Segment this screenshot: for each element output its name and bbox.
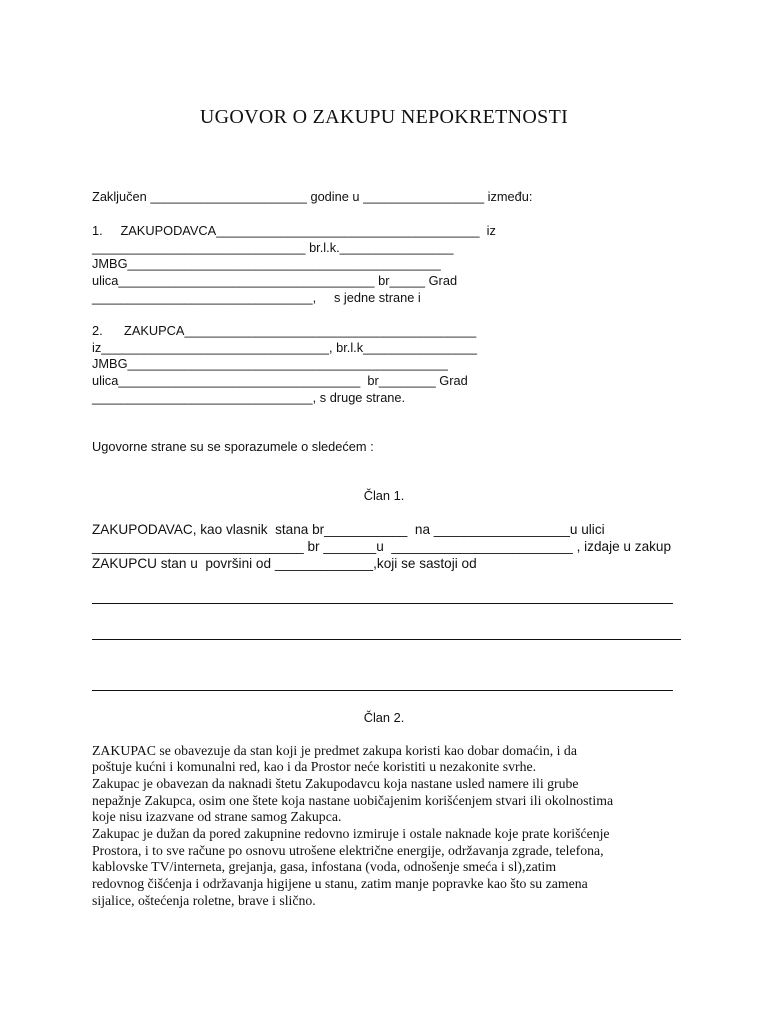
landlord-street-line: ulica____________________________________ br_____ Grad bbox=[92, 273, 458, 288]
article-2-line: Zakupac je obavezan da naknadi štetu Zakupodavcu koja nastane usled namere ili grube bbox=[92, 776, 579, 791]
article-2-line: sijalice, oštećenja roletne, brave i slično. bbox=[92, 893, 316, 908]
article-2-line: ZAKUPAC se obavezuje da stan koji je predmet zakupa koristi kao dobar domaćin, i da bbox=[92, 743, 577, 758]
tenant-street-line: ulica__________________________________ br________ Grad bbox=[92, 373, 468, 388]
article-2-line: Zakupac je dužan da pored zakupnine redovno izmiruje i ostale naknade koje prate korišćenje bbox=[92, 826, 610, 841]
article-2-line: Prostora, i to sve račune po osnovu utrošene električne energije, održavanja zgrade, telefona, bbox=[92, 843, 604, 858]
tenant-jmbg-line: JMBG_____________________________________________ bbox=[92, 356, 448, 371]
blank-line-3 bbox=[92, 690, 673, 691]
article-2-line: redovnog čišćenja i održavanja higijene u stanu, zatim manje popravke kao što su zamena bbox=[92, 876, 588, 891]
landlord-id-line: ______________________________ br.l.k.________________ bbox=[92, 240, 454, 255]
tenant-name-line: 2. ZAKUPCA_________________________________________ bbox=[92, 323, 477, 338]
landlord-city-line: _______________________________, s jedne strane i bbox=[92, 290, 421, 305]
article-1-line-2: ____________________________ br _______u ________________________ , izdaje u zakup bbox=[92, 539, 672, 554]
tenant-city-line: _______________________________, s druge strane. bbox=[92, 390, 406, 405]
blank-line-2 bbox=[92, 639, 681, 640]
contract-date-place-line: Zaključen ______________________ godine u _________________ između: bbox=[92, 189, 533, 204]
document-title: UGOVOR O ZAKUPU NEPOKRETNOSTI bbox=[199, 106, 569, 128]
tenant-id-line: iz________________________________, br.l.k________________ bbox=[92, 340, 477, 355]
blank-line-1 bbox=[92, 603, 673, 604]
article-2-heading: Član 2. bbox=[363, 710, 405, 725]
article-1-line-1: ZAKUPODAVAC, kao vlasnik stana br___________ na __________________u ulici bbox=[92, 522, 605, 537]
article-2-line: kablovske TV/interneta, grejanja, gasa, infostana (voda, odnošenje smeća i sl),zatim bbox=[92, 859, 557, 874]
article-2-line: nepažnje Zakupca, osim one štete koja nastane uobičajenim korišćenjem stvari ili okolnostima bbox=[92, 793, 614, 808]
landlord-jmbg-line: JMBG____________________________________________ bbox=[92, 256, 441, 271]
landlord-name-line: 1. ZAKUPODAVCA_____________________________________ iz bbox=[92, 223, 496, 238]
article-1-heading: Član 1. bbox=[363, 488, 405, 503]
article-1-line-3: ZAKUPCU stan u površini od _____________,koji se sastoji od bbox=[92, 556, 477, 571]
article-2-line: poštuje kućni i komunalni red, kao i da Prostor neće koristiti u nezakonite svrhe. bbox=[92, 759, 537, 774]
agreement-statement: Ugovorne strane su se sporazumele o sledećem : bbox=[92, 439, 374, 454]
article-2-line: koje nisu izazvane od strane samog Zakupca. bbox=[92, 809, 342, 824]
